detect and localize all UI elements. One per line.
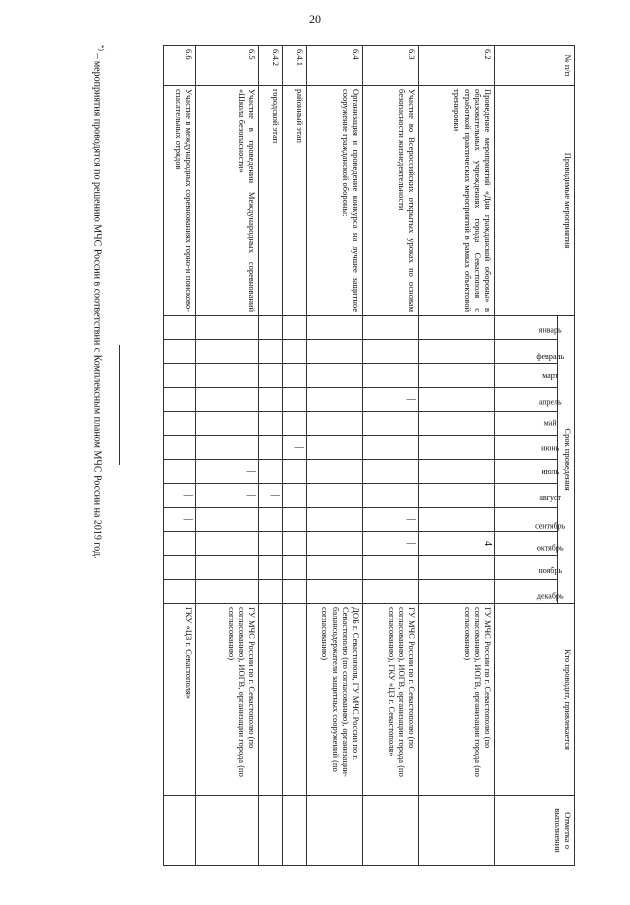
- col-header-num: № п/п: [495, 46, 575, 86]
- event-description: районный этап: [283, 86, 307, 316]
- completion-note: [164, 796, 196, 866]
- month-label: октябрь: [536, 543, 564, 553]
- month-header: [495, 412, 558, 436]
- table-row: [419, 46, 495, 866]
- month-label: февраль: [536, 352, 565, 362]
- month-mark: [306, 436, 362, 460]
- month-mark: |: [259, 484, 283, 508]
- month-mark: [363, 556, 419, 580]
- month-header: [495, 556, 562, 580]
- month-label: апрель: [538, 397, 562, 407]
- month-mark: [259, 580, 283, 604]
- month-header: [495, 364, 558, 388]
- event-description: Проведение мероприятий «Дня гражданской обороны» в образовательных учреждениях города Севастополя с отработкой практических мероприятий в рамках объектовой тренировки: [419, 86, 495, 316]
- month-mark: [306, 532, 362, 556]
- footnote-separator: [119, 345, 120, 465]
- month-mark: [306, 364, 362, 388]
- month-mark: [164, 436, 196, 460]
- table-row: [259, 46, 283, 866]
- month-mark: [419, 436, 495, 460]
- month-mark: [259, 388, 283, 412]
- month-mark: [164, 364, 196, 388]
- month-mark: [164, 580, 196, 604]
- month-mark: [196, 580, 259, 604]
- month-mark: [283, 532, 307, 556]
- month-mark: [419, 412, 495, 436]
- month-header: [495, 316, 562, 340]
- month-mark: [196, 340, 259, 364]
- month-mark: [164, 388, 196, 412]
- month-mark: [306, 460, 362, 484]
- col-header-who: Кто проводит, привлекается: [495, 604, 575, 796]
- month-mark: [196, 436, 259, 460]
- month-mark: |: [164, 484, 196, 508]
- month-mark: [283, 508, 307, 532]
- table-row: [363, 46, 419, 866]
- month-mark: |: [164, 508, 196, 532]
- month-label: январь: [538, 325, 562, 335]
- month-mark: [164, 556, 196, 580]
- month-header: [495, 388, 562, 412]
- col-header-report: Отметка о выполнении: [495, 796, 575, 866]
- completion-note: [259, 796, 283, 866]
- month-mark: [259, 508, 283, 532]
- month-mark: [196, 316, 259, 340]
- completion-note: [306, 796, 362, 866]
- month-label: март: [542, 370, 559, 380]
- row-number: 6.4.2: [259, 46, 283, 86]
- month-mark: [259, 436, 283, 460]
- responsible-parties: ГУ МЧС России по г. Севастополю (по согласованию), ИОГВ, организации города (по согласованию), ГКУ «ЦЗ г. Севастополя»: [363, 604, 419, 796]
- col-header-event: Проводимые мероприятия: [495, 86, 575, 316]
- month-mark: [306, 412, 362, 436]
- event-description: Участие во Всероссийских открытых уроках по основам безопасности жизнедеятельности: [363, 86, 419, 316]
- month-mark: [363, 580, 419, 604]
- row-number: 6.4: [306, 46, 362, 86]
- month-mark: [164, 412, 196, 436]
- month-header: [495, 580, 564, 604]
- month-header: [495, 340, 565, 364]
- event-description: Участие в проведении Международных соревнований «Школа безопасности»: [196, 86, 259, 316]
- month-mark: [283, 388, 307, 412]
- month-mark: [419, 340, 495, 364]
- month-label: август: [539, 493, 562, 503]
- month-header: [495, 484, 562, 508]
- month-mark: [283, 316, 307, 340]
- footnote-text: – мероприятия проводятся по решению МЧС России в соответствии с Комплексным планом МЧС России на 2019 год.: [91, 50, 103, 559]
- month-mark: [196, 532, 259, 556]
- month-mark: [259, 460, 283, 484]
- month-label: декабрь: [536, 591, 564, 601]
- month-mark: [283, 340, 307, 364]
- responsible-parties: [259, 604, 283, 796]
- table-row: [306, 46, 362, 866]
- month-label: июль: [541, 467, 560, 477]
- table-row: [196, 46, 259, 866]
- month-mark: [283, 460, 307, 484]
- month-mark: [419, 580, 495, 604]
- month-mark: [306, 388, 362, 412]
- month-mark: [419, 388, 495, 412]
- responsible-parties: [283, 604, 307, 796]
- month-mark: [164, 340, 196, 364]
- month-mark: [196, 508, 259, 532]
- event-description: Организация и проведение конкурса на лучшее защитное сооружение гражданской обороны:: [306, 86, 362, 316]
- month-header: [495, 532, 564, 556]
- month-mark: [164, 460, 196, 484]
- month-mark: [306, 508, 362, 532]
- month-mark: [363, 364, 419, 388]
- responsible-parties: ГУ МЧС России по г. Севастополю (по согласованию), ИОГВ, организации города (по согласованию): [419, 604, 495, 796]
- month-mark: [419, 484, 495, 508]
- month-mark: [259, 412, 283, 436]
- month-mark: [363, 460, 419, 484]
- month-mark: [196, 412, 259, 436]
- table-row: [164, 46, 196, 866]
- month-mark: [196, 556, 259, 580]
- month-mark: [259, 556, 283, 580]
- month-mark: [164, 316, 196, 340]
- month-mark: [306, 340, 362, 364]
- month-mark: [283, 580, 307, 604]
- month-mark: [419, 556, 495, 580]
- month-mark: [419, 508, 495, 532]
- month-mark: [306, 556, 362, 580]
- page-number: 20: [309, 12, 321, 26]
- month-mark: [283, 412, 307, 436]
- month-mark: [283, 364, 307, 388]
- rotated-sheet: [55, 45, 575, 865]
- month-mark: [363, 316, 419, 340]
- month-mark: [259, 316, 283, 340]
- completion-note: [196, 796, 259, 866]
- month-label: май: [543, 418, 557, 428]
- responsible-parties: ДОБ г. Севастополя, ГУ МЧС России по г. Севастополю (по согласованию), организации-балансодержатели защитных сооружений (по согласованию): [306, 604, 362, 796]
- month-mark: [283, 556, 307, 580]
- month-mark: 4: [419, 532, 495, 556]
- month-mark: [164, 532, 196, 556]
- month-mark: [306, 316, 362, 340]
- event-description: городской этап: [259, 86, 283, 316]
- col-header-period: Срок проведения: [558, 316, 575, 604]
- row-number: 6.3: [363, 46, 419, 86]
- month-header: [495, 460, 558, 484]
- month-mark: [196, 388, 259, 412]
- month-mark: [419, 364, 495, 388]
- month-mark: |: [363, 388, 419, 412]
- month-mark: [363, 412, 419, 436]
- row-number: 6.2: [419, 46, 495, 86]
- completion-note: [363, 796, 419, 866]
- month-mark: |: [363, 508, 419, 532]
- month-mark: [419, 316, 495, 340]
- month-mark: [306, 580, 362, 604]
- month-mark: |: [196, 484, 259, 508]
- month-mark: [363, 436, 419, 460]
- month-label: сентябрь: [535, 521, 566, 531]
- month-label: июнь: [541, 443, 560, 453]
- completion-note: [283, 796, 307, 866]
- month-mark: [419, 460, 495, 484]
- events-table: [163, 45, 575, 866]
- responsible-parties: ГКУ «ЦЗ г. Севастополя»: [164, 604, 196, 796]
- month-mark: |: [196, 460, 259, 484]
- month-mark: [259, 364, 283, 388]
- month-mark: [363, 340, 419, 364]
- row-number: 6.6: [164, 46, 196, 86]
- event-description: Участие в международных соревнованиях горно-и поисково-спасательных отрядов: [164, 86, 196, 316]
- month-header: [495, 436, 558, 460]
- responsible-parties: ГУ МЧС России по г. Севастополю (по согласованию), ИОГВ, организации города (по согласованию): [196, 604, 259, 796]
- month-mark: |: [283, 436, 307, 460]
- footnote: [92, 45, 105, 865]
- month-mark: [306, 484, 362, 508]
- month-mark: [283, 484, 307, 508]
- completion-note: [419, 796, 495, 866]
- table-row: [283, 46, 307, 866]
- month-label: ноябрь: [538, 565, 562, 575]
- footnote-marker: *): [97, 45, 105, 51]
- table-body: [164, 46, 495, 866]
- month-mark: [363, 484, 419, 508]
- month-mark: |: [363, 532, 419, 556]
- month-mark: [259, 532, 283, 556]
- row-number: 6.4.1: [283, 46, 307, 86]
- month-header: [495, 508, 566, 532]
- row-number: 6.5: [196, 46, 259, 86]
- month-mark: [259, 340, 283, 364]
- header-row: [558, 46, 575, 866]
- month-mark: [196, 364, 259, 388]
